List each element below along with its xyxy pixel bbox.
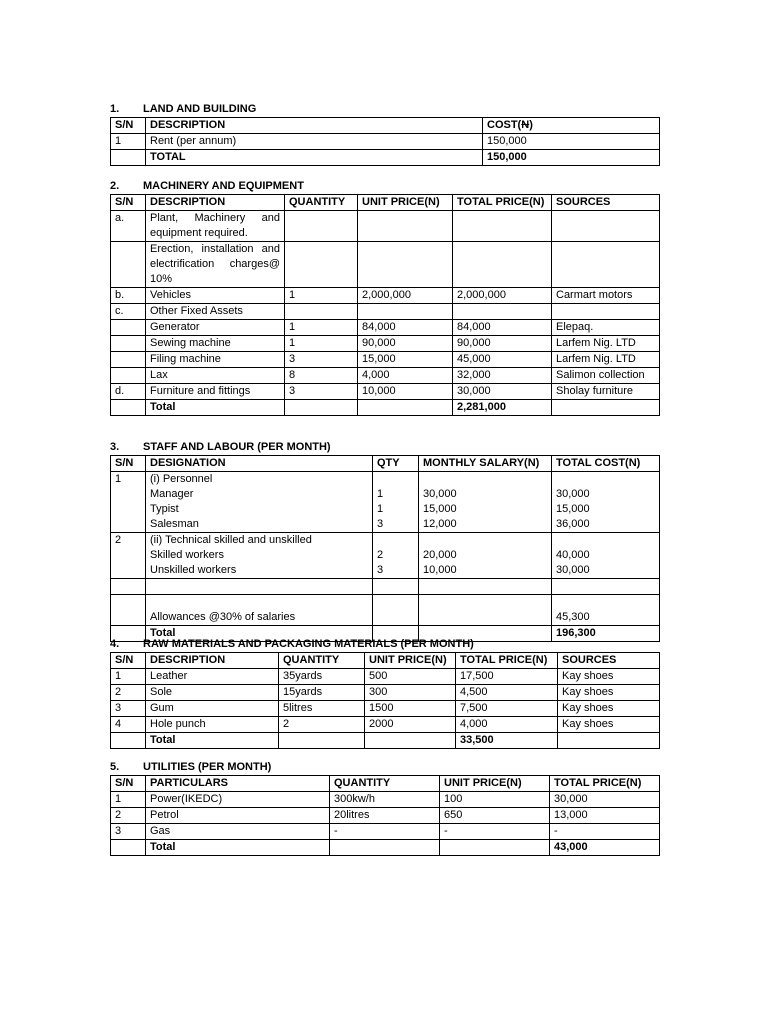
group-heading: (i) Personnel [150,473,213,485]
cell-total-cost [552,472,660,533]
cell-qty [373,595,419,626]
cell-description: Furniture and fittings [146,384,285,400]
table-row [111,472,660,533]
total-label: Total [146,400,285,416]
cell-quantity [285,304,358,320]
cell-quantity: 35yards [279,669,365,685]
cell-quantity: 3 [285,352,358,368]
table-row [111,701,660,717]
col-header-total-cost: TOTAL COST(N) [552,456,660,472]
cell-unit-price [358,304,453,320]
cell-unit-price: 2000 [365,717,456,733]
cell-total-price: 30,000 [453,384,552,400]
table-row [111,211,660,242]
cell-sn: c. [111,304,146,320]
cell-total-price: 7,500 [456,701,558,717]
cell-total-price [453,242,552,288]
col-header-description: DESCRIPTION [146,195,285,211]
cell-sn: 2 [111,808,146,824]
section-land-building [110,102,659,166]
cost: 36,000 [556,518,590,530]
cell-sn [111,352,146,368]
table-row [111,368,660,384]
cell-quantity [285,400,358,416]
cell-unit-price: 1500 [365,701,456,717]
cell-quantity: 8 [285,368,358,384]
col-header-total-price: TOTAL PRICE(N) [550,776,660,792]
cell-total-price: 90,000 [453,336,552,352]
cell-sn: 3 [111,701,146,717]
cell-particulars: Petrol [146,808,330,824]
cell-total-price: 17,500 [456,669,558,685]
cell-sn: b. [111,288,146,304]
cell-quantity: 1 [285,320,358,336]
cell-quantity [285,211,358,242]
cell-description: Plant, Machinery and equipment required. [146,211,285,242]
designation: Salesman [150,518,199,530]
table-header-row [111,456,660,472]
cell-salary [419,595,552,626]
col-header-particulars: PARTICULARS [146,776,330,792]
allowance-value: 45,300 [552,595,660,626]
cell-sn: 3 [111,824,146,840]
cell-quantity: 3 [285,384,358,400]
cell-total-price [453,304,552,320]
col-header-unit-price: UNIT PRICE(N) [440,776,550,792]
table-row [111,304,660,320]
col-header-qty: QTY [373,456,419,472]
cell-source: Carmart motors [552,288,660,304]
section-title [110,440,659,455]
cell-sn [111,840,146,856]
cell-unit-price: 84,000 [358,320,453,336]
cell-unit-price: 650 [440,808,550,824]
table-row [111,288,660,304]
col-header-total-price: TOTAL PRICE(N) [453,195,552,211]
empty-row [111,579,660,595]
cell-particulars: Gas [146,824,330,840]
cell-source: Elepaq. [552,320,660,336]
cell-quantity: 5litres [279,701,365,717]
total-row [111,400,660,416]
cell-total-price [453,211,552,242]
col-header-sources: SOURCES [552,195,660,211]
table-header-row [111,118,660,134]
table-row [111,134,660,150]
cell-sn [111,368,146,384]
staff-table [110,455,660,642]
qty: 3 [377,518,384,530]
naira-symbol: N [521,119,530,131]
cell-quantity: 20litres [330,808,440,824]
table-row [111,352,660,368]
cell-unit-price: 300 [365,685,456,701]
section-heading: STAFF AND LABOUR (PER MONTH) [143,441,331,453]
cell-quantity: 1 [285,336,358,352]
cell-unit-price [358,242,453,288]
total-row [111,733,660,749]
cell-unit-price: 90,000 [358,336,453,352]
salary: 15,000 [423,503,457,515]
section-heading: MACHINERY AND EQUIPMENT [143,180,304,192]
cell-salary [419,533,552,579]
designation: Unskilled workers [150,564,237,576]
cell-description: Vehicles [146,288,285,304]
col-header-quantity: QUANTITY [285,195,358,211]
section-heading: RAW MATERIALS AND PACKAGING MATERIALS (PER MONTH) [143,638,474,650]
cell-sn: d. [111,384,146,400]
cell-description: Lax [146,368,285,384]
cell-sn: 4 [111,717,146,733]
land-table [110,117,660,166]
cell-source: Kay shoes [558,669,660,685]
cell-sn [111,733,146,749]
cell-total-price: 4,500 [456,685,558,701]
salary: 20,000 [423,549,457,561]
cell-total-price: - [550,824,660,840]
total-label: Total [146,840,330,856]
col-header-quantity: QUANTITY [279,653,365,669]
table-row [111,533,660,579]
cell-qty [373,533,419,579]
cell-description: Gum [146,701,279,717]
col-header-designation: DESIGNATION [146,456,373,472]
cell-source: Larfem Nig. LTD [552,352,660,368]
cell-sn [111,336,146,352]
cell-sn [111,400,146,416]
cell-description: Generator [146,320,285,336]
designation: Manager [150,488,194,500]
col-header-sources: SOURCES [558,653,660,669]
col-header-unit-price: UNIT PRICE(N) [365,653,456,669]
cell-description: Leather [146,669,279,685]
table-header-row [111,653,660,669]
cell-source: Kay shoes [558,685,660,701]
col-header-description: DESCRIPTION [146,653,279,669]
cost: 30,000 [556,564,590,576]
cell-description: Sole [146,685,279,701]
cell-total-price: 84,000 [453,320,552,336]
total-label: TOTAL [146,150,483,166]
section-heading: UTILITIES (PER MONTH) [143,761,272,773]
cell-unit-price [358,400,453,416]
section-title [110,179,659,194]
cost: 40,000 [556,549,590,561]
col-header-sn: S/N [111,776,146,792]
section-number: 3. [110,441,120,453]
total-value: 2,281,000 [453,400,552,416]
cell-description: Erection, installation and electrification charges@ 10% [146,242,285,288]
cell-sn: 2 [111,685,146,701]
table-header-row [111,776,660,792]
cell-total-price: 30,000 [550,792,660,808]
total-row [111,150,660,166]
cell-quantity: 1 [285,288,358,304]
section-number: 2. [110,180,120,192]
total-label: Total [146,626,373,642]
cell-sn: 2 [111,533,146,579]
section-raw-materials [110,637,659,749]
cell-sn: 1 [111,792,146,808]
cell-quantity: 15yards [279,685,365,701]
section-number: 5. [110,761,120,773]
cell-description: Rent (per annum) [146,134,483,150]
cell-sn [111,320,146,336]
cell-designation [146,472,373,533]
cell-quantity: - [330,824,440,840]
cell-unit-price: 4,000 [358,368,453,384]
col-header-sn: S/N [111,195,146,211]
section-utilities [110,760,659,856]
qty: 2 [377,549,384,561]
cell-unit-price: 15,000 [358,352,453,368]
allowance-row [111,595,660,626]
cell-total-price: 2,000,000 [453,288,552,304]
section-heading: LAND AND BUILDING [143,103,257,115]
utilities-table [110,775,660,856]
cell-quantity: 300kw/h [330,792,440,808]
cell-salary [419,472,552,533]
section-number: 1. [110,103,120,115]
cell-unit-price [358,211,453,242]
cell-quantity [330,840,440,856]
total-value: 196,300 [552,626,660,642]
cell-unit-price: - [440,824,550,840]
salary: 10,000 [423,564,457,576]
cell-source [552,211,660,242]
cell-particulars: Power(IKEDC) [146,792,330,808]
salary: 12,000 [423,518,457,530]
col-header-sn: S/N [111,118,146,134]
designation: Typist [150,503,179,515]
qty: 1 [377,503,384,515]
cell-sn [111,242,146,288]
cell-sn [111,150,146,166]
cell-source [558,733,660,749]
cell-cost: 150,000 [483,134,660,150]
cell-description: Other Fixed Assets [146,304,285,320]
section-machinery [110,179,659,416]
cell-unit-price [440,840,550,856]
total-value: 150,000 [483,150,660,166]
cell-total-cost [552,533,660,579]
table-row [111,242,660,288]
cell-sn: a. [111,211,146,242]
cell-source [552,400,660,416]
cell-total-price: 32,000 [453,368,552,384]
cell-unit-price: 100 [440,792,550,808]
cell-sn: 1 [111,134,146,150]
cell-designation [146,533,373,579]
col-header-monthly-salary: MONTHLY SALARY(N) [419,456,552,472]
table-row [111,808,660,824]
cell-qty [373,472,419,533]
qty: 3 [377,564,384,576]
cell-source: Kay shoes [558,717,660,733]
cell-unit-price: 2,000,000 [358,288,453,304]
col-header-sn: S/N [111,456,146,472]
col-header-total-price: TOTAL PRICE(N) [456,653,558,669]
section-number: 4. [110,638,120,650]
section-staff [110,440,659,642]
machinery-table [110,194,660,416]
group-heading: (ii) Technical skilled and unskilled [150,534,312,546]
table-row [111,336,660,352]
cell-unit-price: 10,000 [358,384,453,400]
cell-source: Sholay furniture [552,384,660,400]
table-row [111,669,660,685]
col-header-description: DESCRIPTION [146,118,483,134]
table-row [111,792,660,808]
section-title [110,637,659,652]
total-label: Total [146,733,279,749]
total-value: 43,000 [550,840,660,856]
cell-source: Salimon collection [552,368,660,384]
cell-quantity: 2 [279,717,365,733]
cell-unit-price [365,733,456,749]
total-value: 33,500 [456,733,558,749]
cell-source [552,242,660,288]
table-row [111,384,660,400]
cell-total-price: 4,000 [456,717,558,733]
cell-sn: 1 [111,669,146,685]
cell-sn: 1 [111,472,146,533]
table-header-row [111,195,660,211]
qty: 1 [377,488,384,500]
raw-materials-table [110,652,660,749]
cell-description: Sewing machine [146,336,285,352]
col-header-cost: COST(N) [483,118,660,134]
cost: 15,000 [556,503,590,515]
cell-quantity [279,733,365,749]
cell-sn [111,595,146,626]
total-row [111,840,660,856]
cell-quantity [285,242,358,288]
cell-unit-price: 500 [365,669,456,685]
cell-source: Larfem Nig. LTD [552,336,660,352]
table-row [111,717,660,733]
col-header-quantity: QUANTITY [330,776,440,792]
designation: Skilled workers [150,549,224,561]
cell-description: Filing machine [146,352,285,368]
col-header-sn: S/N [111,653,146,669]
section-title [110,102,659,117]
allowance-label: Allowances @30% of salaries [146,595,373,626]
cell-total-price: 13,000 [550,808,660,824]
col-header-unit-price: UNIT PRICE(N) [358,195,453,211]
table-row [111,685,660,701]
table-row [111,824,660,840]
section-title [110,760,659,775]
salary: 30,000 [423,488,457,500]
cell-source: Kay shoes [558,701,660,717]
table-row [111,320,660,336]
cost: 30,000 [556,488,590,500]
cell-source [552,304,660,320]
cell-description: Hole punch [146,717,279,733]
cell-total-price: 45,000 [453,352,552,368]
